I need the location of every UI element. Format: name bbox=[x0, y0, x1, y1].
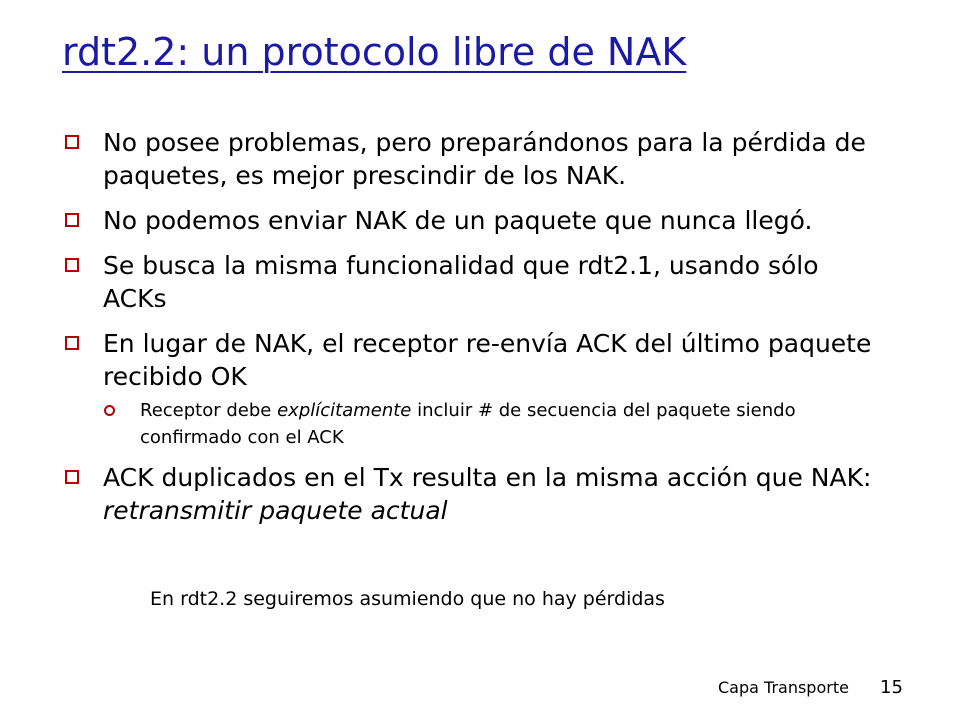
sub-bullet-text-before: Receptor debe bbox=[140, 400, 278, 421]
bullet-item bbox=[65, 249, 885, 315]
sub-bullet-item bbox=[103, 397, 885, 451]
square-bullet-icon bbox=[65, 213, 79, 227]
bullet-item bbox=[65, 204, 885, 237]
bullet-emphasis: retransmitir paquete actual bbox=[103, 496, 448, 525]
circle-bullet-icon bbox=[104, 405, 115, 416]
bullet-list bbox=[65, 126, 885, 539]
bullet-item bbox=[65, 327, 885, 393]
square-bullet-icon bbox=[65, 258, 79, 272]
sub-bullet-emphasis: explícitamente bbox=[277, 400, 412, 421]
square-bullet-icon bbox=[65, 336, 79, 350]
bullet-item-last bbox=[65, 461, 885, 527]
slide-title: rdt2.2: un protocolo libre de NAK bbox=[62, 30, 687, 74]
bullet-text: Se busca la misma funcionalidad que rdt2.1, usando sólo ACKs bbox=[103, 251, 819, 313]
page-number: 15 bbox=[880, 677, 903, 698]
bullet-text: No posee problemas, pero preparándonos para la pérdida de paquetes, es mejor prescindir de los NAK. bbox=[103, 128, 866, 190]
overlay-note: En rdt2.2 seguiremos asumiendo que no hay pérdidas bbox=[150, 588, 665, 610]
square-bullet-icon bbox=[65, 135, 79, 149]
bullet-text: No podemos enviar NAK de un paquete que nunca llegó. bbox=[103, 206, 813, 235]
bullet-text: En lugar de NAK, el receptor re-envía ACK del último paquete recibido OK bbox=[103, 329, 872, 391]
square-bullet-icon bbox=[65, 470, 79, 484]
bullet-text: ACK duplicados en el Tx resulta en la misma acción que NAK: bbox=[103, 463, 872, 492]
footer-label: Capa Transporte bbox=[718, 678, 849, 697]
bullet-item bbox=[65, 126, 885, 192]
sub-bullet-text-after: incluir # de secuencia del paquete siendo confirmado con el ACK bbox=[140, 400, 796, 448]
